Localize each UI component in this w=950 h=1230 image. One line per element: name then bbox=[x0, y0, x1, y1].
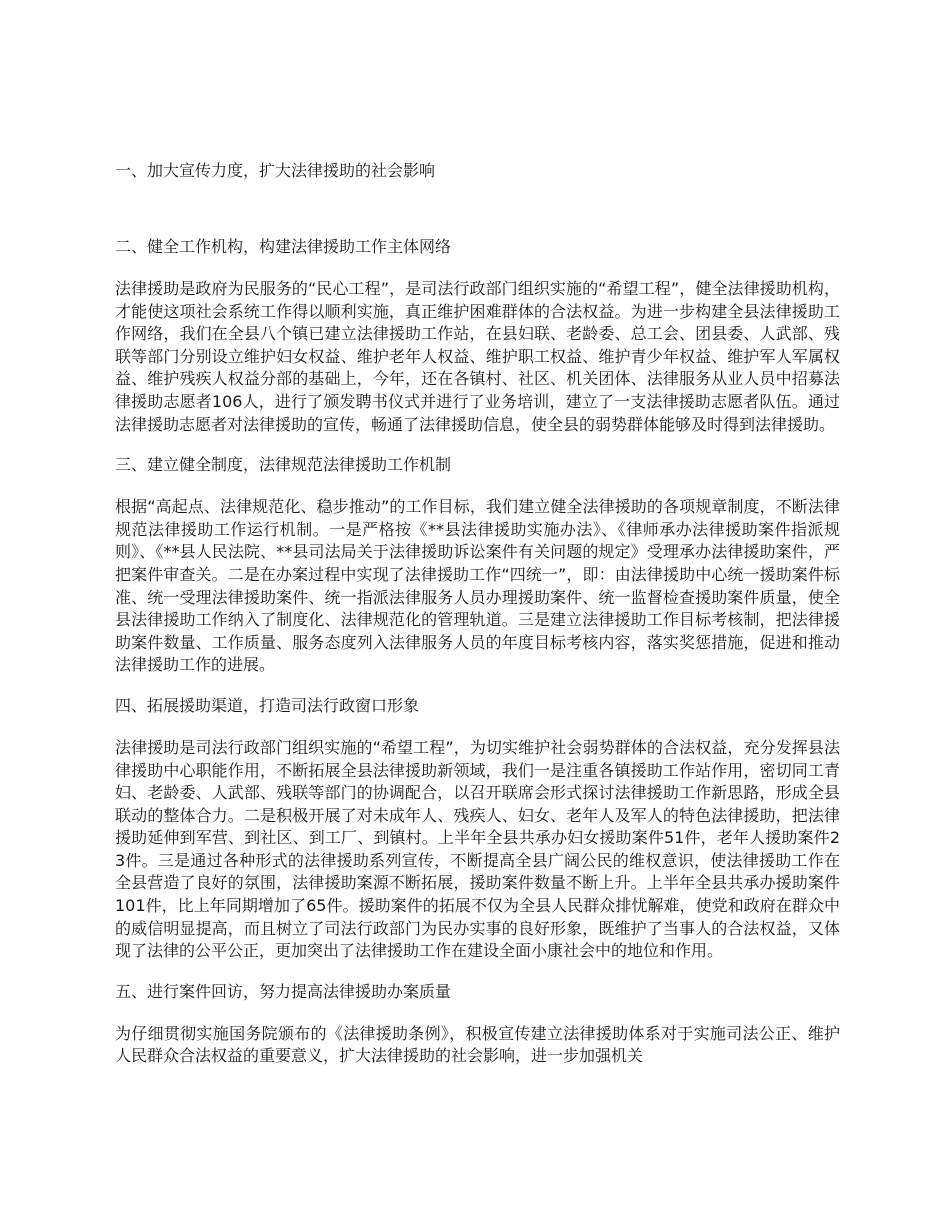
section-paragraph-5: 为仔细贯彻实施国务院颁布的《法律援助条例》，积极宣传建立法律援助体系对于实施司法公正、维护人民群众合法权益的重要意义，扩大法律援助的社会影响，进一步加强机关 bbox=[115, 1023, 840, 1066]
section-heading-4: 四、拓展援助渠道，打造司法行政窗口形象 bbox=[115, 695, 420, 715]
section-paragraph-4: 法律援助是司法行政部门组织实施的“希望工程”，为切实维护社会弱势群体的合法权益，充分发挥县法律援助中心职能作用，不断拓展全县法律援助新领域，我们一是注重各镇援助工作站作用，密切同工青妇、老龄委、人武部、残联等部门的协调配合，以召开联席会形式探讨法律援助工作新思路，形成全县联动的整体合力。二是积极开展了对未成年人、残疾人、妇女、老年人及军人的特色法律援助，把法律援助延伸到军营、到社区、到工厂、到镇村。上半年全县共承办妇女援助案件51件，老年人援助案件23件。三是通过各种形式的法律援助系列宣传，不断提高全县广阔公民的维权意识，使法律援助工作在全县营造了良好的氛围，法律援助案源不断拓展，援助案件数量不断上升。上半年全县共承办援助案件101件，比上年同期增加了65件。援助案件的拓展不仅为全县人民群众排忧解难，使党和政府在群众中的威信明显提高，而且树立了司法行政部门为民办实事的良好形象，既维护了当事人的合法权益，又体现了法律的公平公正，更加突出了法律援助工作在建设全面小康社会中的地位和作用。 bbox=[115, 737, 840, 961]
section-heading-5: 五、进行案件回访，努力提高法律援助办案质量 bbox=[115, 981, 452, 1001]
document-body bbox=[115, 158, 840, 1084]
section-heading-2: 二、健全工作机构，构建法律援助工作主体网络 bbox=[115, 237, 452, 256]
section-paragraph-2: 法律援助是政府为民服务的“民心工程”，是司法行政部门组织实施的“希望工程”，健全法律援助机构，才能使这项社会系统工作得以顺利实施，真正维护困难群体的合法权益。为进一步构建全县法律援助工作网络，我们在全县八个镇已建立法律援助工作站，在县妇联、老龄委、总工会、团县委、人武部、残联等部门分别设立维护妇女权益、维护老年人权益、维护职工权益、维护青少年权益、维护军人军属权益、维护残疾人权益分部的基础上，今年，还在各镇村、社区、机关团体、法律服务从业人员中招募法律援助志愿者106人，进行了颁发聘书仪式并进行了业务培训，建立了一支法律援助志愿者队伍。通过法律援助志愿者对法律援助的宣传，畅通了法律援助信息，使全县的弱势群体能够及时得到法律援助。 bbox=[115, 279, 840, 434]
section-heading-3: 三、建立健全制度，法律规范法律援助工作机制 bbox=[115, 455, 452, 475]
section-paragraph-3: 根据“高起点、法律规范化、稳步推动”的工作目标，我们建立健全法律援助的各项规章制度，不断法律规范法律援助工作运行机制。一是严格按《**县法律援助实施办法》、《律师承办法律援助案件指派规则》、《**县人民法院、**县司法局关于法律援助诉讼案件有关问题的规定》受理承办法律援助案件，严把案件审查关。二是在办案过程中实现了法律援助工作“四统一”，即：由法律援助中心统一援助案件标准、统一受理法律援助案件、统一指派法律服务人员办理援助案件、统一监督检查援助案件质量，使全县法律援助工作纳入了制度化、法律规范化的管理轨道。三是建立法律援助工作目标考核制，把法律援助案件数量、工作质量、服务态度列入法律服务人员的年度目标考核内容，落实奖惩措施，促进和推动法律援助工作的进展。 bbox=[115, 497, 840, 675]
section-heading-1: 一、加大宣传力度，扩大法律援助的社会影响 bbox=[115, 161, 436, 180]
